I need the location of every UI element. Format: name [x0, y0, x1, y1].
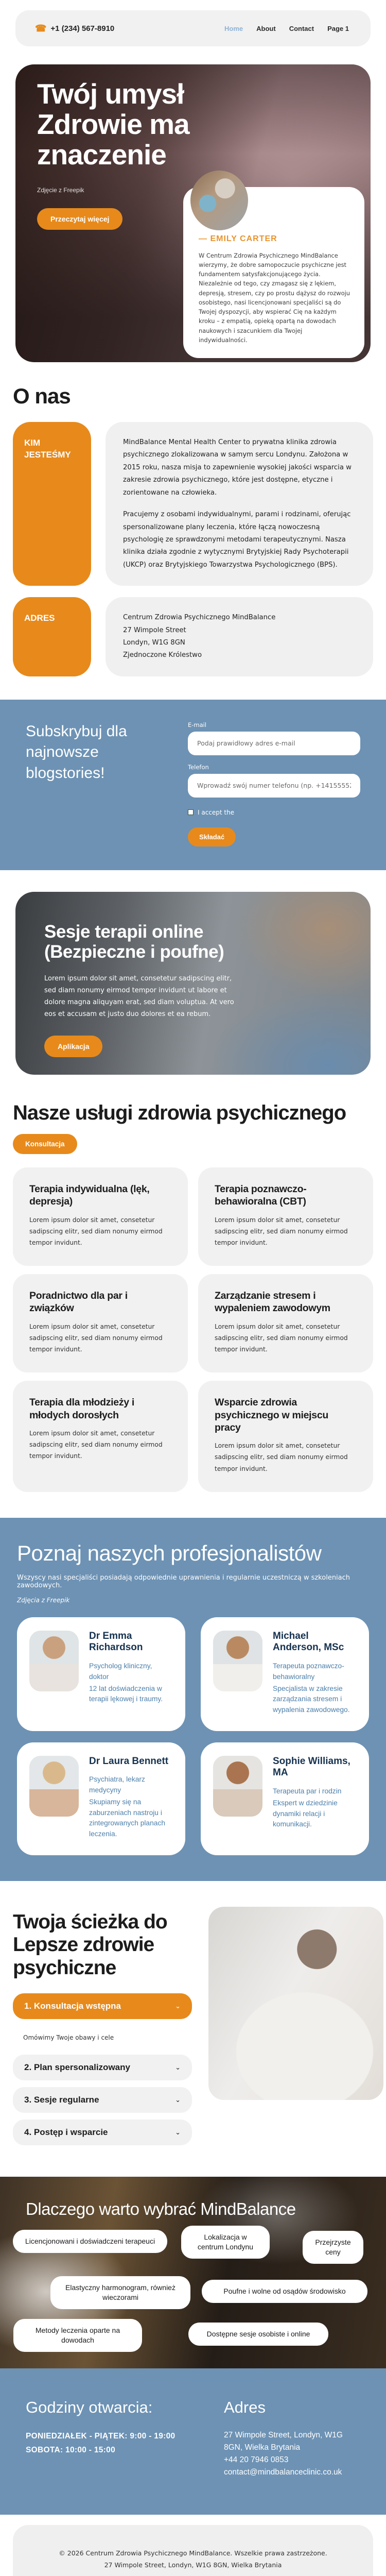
- member-photo: [29, 1631, 79, 1691]
- why-title: Dlaczego warto wybrać MindBalance: [26, 2199, 296, 2219]
- submit-button[interactable]: Składać: [188, 827, 236, 846]
- footer-copyright: © 2026 Centrum Zdrowia Psychicznego MindBalance. Wszelkie prawa zastrzeżone.: [59, 2549, 327, 2557]
- top-navigation-bar: [15, 10, 371, 46]
- service-title: Terapia indywidualna (lęk, depresja): [29, 1183, 150, 1208]
- nav-item-home[interactable]: Home: [224, 24, 243, 32]
- subscribe-form: [188, 721, 360, 846]
- accordion-label: 2. Plan spersonalizowany: [24, 2062, 130, 2073]
- team-member-card: [17, 1742, 185, 1855]
- accept-terms-checkbox[interactable]: [188, 809, 194, 815]
- main-nav: [224, 25, 349, 32]
- team-title: Poznaj naszych profesjonalistów: [17, 1540, 322, 1565]
- service-card: [13, 1274, 188, 1372]
- service-text: Lorem ipsum dolor sit amet, consetetur sadipscing elitr, sed diam nonumy eirmod tempor invidunt.: [215, 1442, 348, 1472]
- telefon-field[interactable]: [188, 774, 360, 798]
- hero-title-line3: znaczenie: [37, 138, 166, 171]
- email-label: E-mail: [188, 721, 207, 728]
- telefon-label: Telefon: [188, 763, 209, 771]
- testimonial-card: [183, 187, 364, 359]
- who-we-are-text: [106, 422, 373, 586]
- nav-item-contact[interactable]: Contact: [289, 24, 314, 32]
- chevron-down-icon: ⌄: [175, 2128, 181, 2137]
- benefit-tag: Przejrzyste ceny: [303, 2231, 363, 2264]
- benefit-tag: Metody leczenia oparte na dowodach: [13, 2319, 142, 2352]
- online-title-line1: Sesje terapii online: [44, 921, 203, 942]
- member-photo: [29, 1756, 79, 1817]
- benefit-tag: Dostępne sesje osobiste i online: [188, 2323, 328, 2346]
- apply-button[interactable]: Aplikacja: [44, 1036, 102, 1057]
- testimonial-avatar: [190, 171, 248, 230]
- phone-contact[interactable]: [35, 24, 114, 33]
- hero-section: [15, 64, 371, 362]
- service-title: Terapia dla młodzieży i młodych dorosłych: [29, 1397, 135, 1421]
- steps-accordion: [13, 1993, 192, 2145]
- service-card: [13, 1381, 188, 1492]
- path-title: [13, 1911, 192, 1980]
- services-title: Nasze usługi zdrowia psychicznego: [13, 1101, 346, 1124]
- footer-address: 27 Wimpole Street, Londyn, W1G 8GN, Wielka Brytania: [104, 2561, 282, 2569]
- path-photo: [208, 1907, 383, 2100]
- chevron-down-icon: ⌄: [175, 2002, 181, 2010]
- service-title: Wsparcie zdrowia psychicznego w miejscu pracy: [215, 1397, 328, 1433]
- benefit-tag: Poufne i wolne od osądów środowisko: [202, 2280, 367, 2303]
- hours-address-phone[interactable]: +44 20 7946 0853: [224, 2455, 289, 2465]
- service-text: Lorem ipsum dolor sit amet, consetetur sadipscing elitr, sed diam nonumy eirmod tempor invidunt.: [29, 1323, 163, 1353]
- accordion-content-1: Omówimy Twoje obawy i cele: [23, 2034, 114, 2042]
- accordion-item-4[interactable]: [13, 2120, 192, 2145]
- member-role: Terapeuta poznawczo-behawioralny: [273, 1662, 344, 1681]
- online-therapy-card: [15, 892, 371, 1075]
- who-paragraph-1: MindBalance Mental Health Center to prywatna klinika zdrowia psychicznego zlokalizowana w samym sercu Londynu. Założona w 2015 roku, nasza misja to zapewnienie wysokiej jakości wsparcia w zakresie zdrowia psychicznego, które jest dostępne, etyczne i zorientowane na człowieka.: [123, 438, 352, 497]
- accordion-label: 4. Postęp i wsparcie: [24, 2127, 108, 2138]
- testimonial-text: W Centrum Zdrowia Psychicznego MindBalance wierzymy, że dobre samopoczucie psychiczne jest fundamentem satysfakcjonującego życia. Niezależnie od tego, czy zmagasz się z lękiem, depresją, stresem, czy po prostu dążysz do rozwoju osobistego, nasi licencjonowani specjaliści są do Twojej dyspozycji, aby wspierać Cię na każdym kroku – z empatią, opieką opartą na dowodach naukowych i szacunkiem dla Twojej indywidualności.: [199, 251, 350, 344]
- address-line: 27 Wimpole Street: [123, 626, 186, 634]
- accordion-label: 3. Sesje regularne: [24, 2095, 99, 2105]
- phone-icon: ☎: [35, 23, 47, 33]
- hours-title: Godziny otwarcia:: [26, 2398, 153, 2417]
- about-section: [13, 384, 373, 676]
- path-title-line1: Twoja ścieżka do: [13, 1910, 167, 1933]
- services-section: [13, 1101, 373, 1492]
- accordion-item-3[interactable]: [13, 2087, 192, 2113]
- service-text: Lorem ipsum dolor sit amet, consetetur sadipscing elitr, sed diam nonumy eirmod tempor invidunt.: [29, 1429, 163, 1460]
- consultation-tag[interactable]: Konsultacja: [13, 1134, 77, 1154]
- testimonial-author: — EMILY CARTER: [199, 234, 277, 243]
- accordion-label: 1. Konsultacja wstępna: [24, 2001, 121, 2011]
- path-section: [13, 1902, 373, 2153]
- accept-terms-label: I accept the: [198, 808, 235, 816]
- service-title: Poradnictwo dla par i związków: [29, 1290, 128, 1314]
- service-card: [13, 1167, 188, 1266]
- benefit-tag: Lokalizacja w centrum Londynu: [181, 2226, 270, 2259]
- email-field[interactable]: [188, 732, 360, 755]
- address-label: ADRES: [13, 597, 91, 676]
- read-more-button[interactable]: Przeczytaj więcej: [37, 208, 122, 230]
- chevron-down-icon: ⌄: [175, 2063, 181, 2072]
- team-photo-credit: Zdjęcia z Freepik: [17, 1596, 70, 1604]
- accordion-item-2[interactable]: [13, 2055, 192, 2080]
- online-text: Lorem ipsum dolor sit amet, consetetur sadipscing elitr, sed diam nonumy eirmod tempor invidunt ut labore et dolore magna aliquyam erat, sed diam voluptua. At vero eos et accusam et justo duo dolores et ea rebum.: [44, 975, 234, 1018]
- team-member-card: [201, 1617, 369, 1731]
- chevron-down-icon: ⌄: [175, 2096, 181, 2104]
- member-desc: Specjalista w zakresie zarządzania stresem i wypalenia zawodowego.: [273, 1684, 350, 1714]
- hours-address-street: 27 Wimpole Street, Londyn, W1G 8GN, Wielka Brytania: [224, 2431, 343, 2452]
- path-title-line3: psychiczne: [13, 1957, 116, 1979]
- address-text: [106, 597, 373, 676]
- hero-photo-credit: Zdjęcie z Freepik: [37, 186, 84, 194]
- service-title: Zarządzanie stresem i wypaleniem zawodowym: [215, 1290, 330, 1314]
- hero-title-line1: Twój umysł: [37, 78, 184, 110]
- benefit-tag: Elastyczny harmonogram, również wieczorami: [50, 2276, 190, 2309]
- service-card: [198, 1274, 373, 1372]
- member-desc: Ekspert w dziedzinie dynamiki relacji i komunikacji.: [273, 1799, 338, 1828]
- address-line: Londyn, W1G 8GN: [123, 639, 185, 647]
- phone-number: +1 (234) 567-8910: [50, 24, 115, 33]
- hours-section: [0, 2368, 386, 2515]
- service-card: [198, 1167, 373, 1266]
- about-title: O nas: [13, 384, 71, 408]
- hours-weekdays: PONIEDZIAŁEK - PIĄTEK: 9:00 - 19:00: [26, 2432, 176, 2441]
- service-title: Terapia poznawczo-behawioralna (CBT): [215, 1183, 307, 1208]
- team-member-card: [201, 1742, 369, 1855]
- member-role: Psychiatra, lekarz medycyny: [89, 1775, 145, 1794]
- address-line: Zjednoczone Królestwo: [123, 651, 202, 659]
- online-title-line2: (Bezpieczne i poufne): [44, 942, 224, 962]
- why-choose-section: [0, 2177, 386, 2368]
- team-grid: [17, 1617, 369, 1855]
- member-photo: [213, 1631, 262, 1691]
- team-member-card: [17, 1617, 185, 1731]
- online-title: [44, 922, 371, 962]
- benefit-tag: Licencjonowani i doświadczeni terapeuci: [13, 2230, 167, 2253]
- service-text: Lorem ipsum dolor sit amet, consetetur sadipscing elitr, sed diam nonumy eirmod tempor invidunt.: [215, 1323, 348, 1353]
- member-desc: 12 lat doświadczenia w terapii lękowej i traumy.: [89, 1684, 163, 1703]
- hero-title: [37, 79, 189, 170]
- footer: [13, 2525, 373, 2576]
- team-subtitle: Wszyscy nasi specjaliści posiadają odpowiednie uprawnienia i regularnie uczestniczą w szkoleniach zawodowych.: [17, 1573, 350, 1589]
- member-role: Psycholog kliniczny, doktor: [89, 1662, 152, 1681]
- service-text: Lorem ipsum dolor sit amet, consetetur sadipscing elitr, sed diam nonumy eirmod tempor invidunt.: [29, 1216, 163, 1246]
- services-grid: [13, 1167, 373, 1492]
- nav-item-page1[interactable]: Page 1: [327, 24, 349, 32]
- team-section: [0, 1518, 386, 1881]
- hours-address-title: Adres: [224, 2398, 266, 2417]
- hero-title-line2: Zdrowie ma: [37, 108, 189, 140]
- hours-address-email[interactable]: contact@mindbalanceclinic.co.uk: [224, 2468, 342, 2477]
- path-title-line2: Lepsze zdrowie: [13, 1934, 154, 1956]
- address-line: Centrum Zdrowia Psychicznego MindBalance: [123, 614, 276, 622]
- service-card: [198, 1381, 373, 1492]
- member-name: Sophie Williams, MA: [273, 1755, 350, 1778]
- member-name: Dr Emma Richardson: [89, 1630, 143, 1653]
- member-role: Terapeuta par i rodzin: [273, 1787, 342, 1795]
- member-name: Dr Laura Bennett: [89, 1755, 169, 1767]
- nav-item-about[interactable]: About: [256, 24, 276, 32]
- member-desc: Skupiamy się na zaburzeniach nastroju i zintegrowanych planach leczenia.: [89, 1798, 166, 1838]
- who-we-are-label: KIM JESTEŚMY: [13, 422, 91, 586]
- subscribe-title: Subskrybuj dla najnowsze blogstories!: [26, 722, 127, 782]
- member-name: Michael Anderson, MSc: [273, 1630, 344, 1653]
- who-paragraph-2: Pracujemy z osobami indywidualnymi, parami i rodzinami, oferując spersonalizowane plany leczenia, które łączą nowoczesną psychologię ze sprawdzonymi metodami terapeutycznymi. Nasza klinika działa zgodnie z wytycznymi Brytyjskiej Rady Psychoterapii (UKCP) oraz Brytyjskiego Towarzystwa Psychologicznego (BPS).: [123, 511, 351, 569]
- accordion-item-1[interactable]: [13, 1993, 192, 2019]
- subscribe-section: [0, 700, 386, 870]
- hours-saturday: SOBOTA: 10:00 - 15:00: [26, 2446, 115, 2455]
- member-photo: [213, 1756, 262, 1817]
- service-text: Lorem ipsum dolor sit amet, consetetur sadipscing elitr, sed diam nonumy eirmod tempor invidunt.: [215, 1216, 348, 1246]
